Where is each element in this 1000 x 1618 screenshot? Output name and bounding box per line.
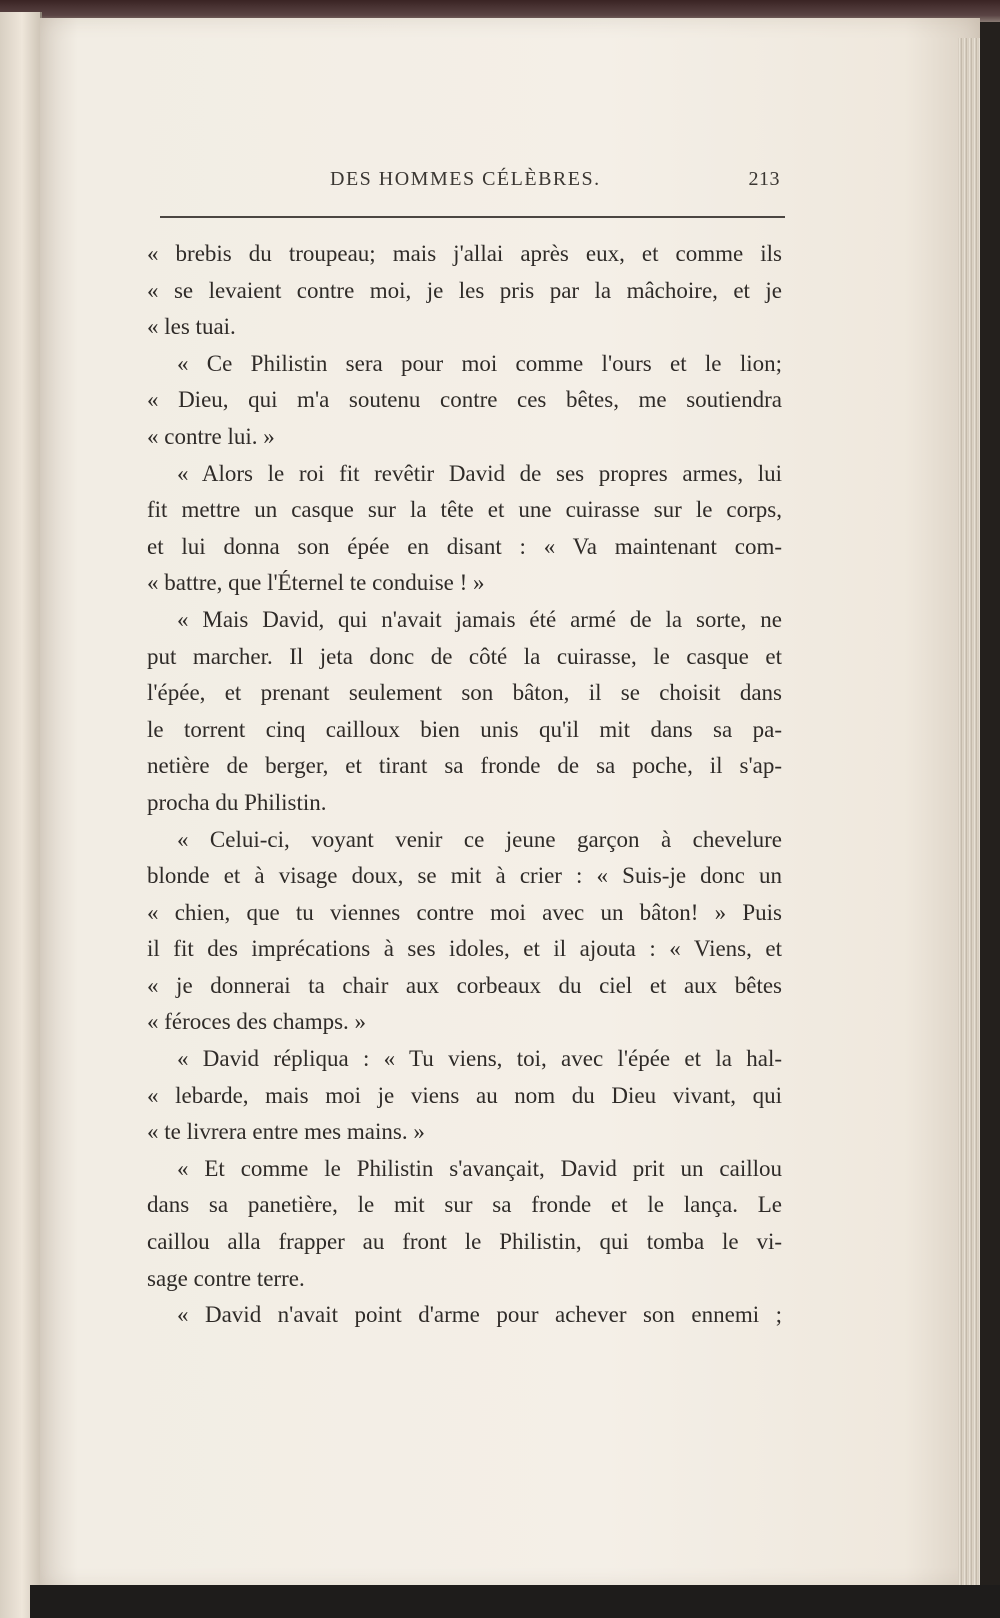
text-line: « brebis du troupeau; mais j'allai après eux, et comme ils — [147, 241, 782, 266]
text-line: « les tuai. — [147, 314, 236, 340]
text-line: « Celui-ci, voyant venir ce jeune garçon à chevelure — [177, 826, 782, 852]
text-line: « Mais David, qui n'avait jamais été armé de la sorte, ne — [177, 606, 782, 632]
page-number: 213 — [748, 168, 780, 190]
body-text — [147, 236, 782, 1334]
header-rule — [160, 216, 785, 218]
text-line: netière de berger, et tirant sa fronde de sa poche, il s'ap- — [147, 753, 782, 779]
text-line: caillou alla frapper au front le Philistin, qui tomba le vi- — [147, 1229, 782, 1255]
running-head — [160, 168, 780, 198]
text-line: blonde et à visage doux, se mit à crier : « Suis-je donc un — [147, 863, 782, 889]
text-line: put marcher. Il jeta donc de côté la cuirasse, le casque et — [147, 643, 782, 669]
text-line: « je donnerai ta chair aux corbeaux du ciel et aux bêtes — [147, 972, 782, 998]
text-line: fit mettre un casque sur la tête et une cuirasse sur le corps, — [147, 497, 782, 523]
text-line: « lebarde, mais moi je viens au nom du Dieu vivant, qui — [147, 1082, 782, 1108]
text-line: et lui donna son épée en disant : « Va maintenant com- — [147, 533, 782, 559]
text-line: il fit des imprécations à ses idoles, et il ajouta : « Viens, et — [147, 936, 782, 962]
book-bottom-edge — [30, 1585, 1000, 1618]
text-line: « féroces des champs. » — [147, 1009, 367, 1035]
text-line: « battre, que l'Éternel te conduise ! » — [147, 570, 485, 596]
text-line: l'épée, et prenant seulement son bâton, il se choisit dans — [147, 680, 782, 706]
text-line: procha du Philistin. — [147, 789, 327, 815]
page-stack-edge — [958, 38, 980, 1586]
text-line: sage contre terre. — [147, 1265, 305, 1291]
text-line: « Et comme le Philistin s'avançait, David prit un caillou — [177, 1155, 782, 1181]
text-line: « se levaient contre moi, je les pris par la mâchoire, et je — [147, 277, 782, 303]
text-line: « Dieu, qui m'a soutenu contre ces bêtes, me soutiendra — [147, 387, 782, 413]
text-line: le torrent cinq cailloux bien unis qu'il mit dans sa pa- — [147, 716, 782, 742]
text-line: « David n'avait point d'arme pour achever son ennemi ; — [177, 1302, 782, 1328]
text-line: « David répliqua : « Tu viens, toi, avec l'épée et la hal- — [177, 1046, 782, 1072]
text-line: « contre lui. » — [147, 423, 275, 449]
text-line: « te livrera entre mes mains. » — [147, 1119, 425, 1145]
running-title: DES HOMMES CÉLÈBRES. — [330, 168, 601, 190]
text-line: « Alors le roi fit revêtir David de ses propres armes, lui — [177, 460, 782, 486]
facing-page-edge — [0, 12, 42, 1618]
text-line: « chien, que tu viennes contre moi avec un bâton! » Puis — [147, 899, 782, 925]
text-line: dans sa panetière, le mit sur sa fronde et le lança. Le — [147, 1192, 782, 1218]
text-line: « Ce Philistin sera pour moi comme l'ours et le lion; — [177, 350, 782, 376]
